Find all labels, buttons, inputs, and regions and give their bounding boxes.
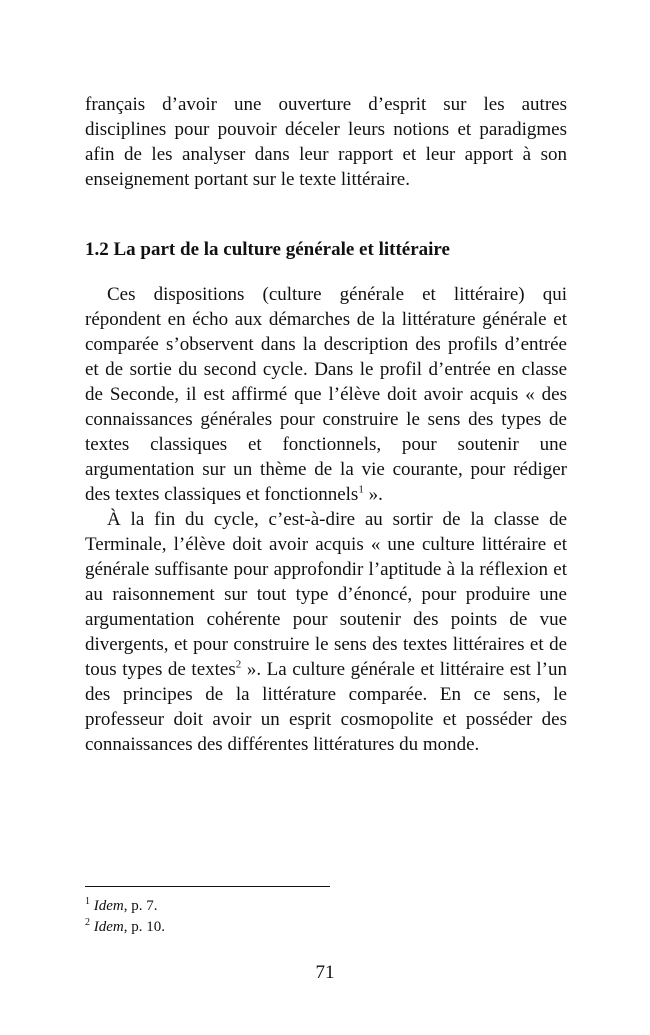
paragraph-dispositions	[85, 282, 567, 507]
footnote-1	[85, 896, 567, 917]
footnote-source-2: Idem	[93, 919, 124, 935]
page-body	[85, 92, 567, 757]
footnote-number-1: 1	[85, 896, 90, 907]
footnote-ref-2: 2	[235, 658, 242, 671]
footnote-ref-1: 1	[358, 483, 364, 496]
paragraph-continued: français d’avoir une ouverture d’esprit sur les autres disciplines pour pouvoir déceler leurs notions et paradigmes afin de les analyser dans leur rapport et leur apport à son enseignement portant sur le texte littéraire.	[85, 94, 567, 190]
paragraph-fin-du-cycle	[85, 507, 567, 757]
footnote-separator	[85, 886, 330, 887]
footnotes	[85, 886, 567, 938]
footnote-number-2: 2	[85, 917, 90, 928]
footnote-2	[85, 917, 567, 938]
paragraph-fin-du-cycle-end: ». La culture générale et littéraire est l’un des principes de la littérature comparée. En ce sens, le professeur doit avoir un esprit cosmopolite et posséder des connaissances des différentes littératures du monde.	[85, 659, 568, 755]
section-heading: 1.2 La part de la culture générale et littéraire	[85, 239, 450, 260]
paragraph-dispositions-text: Ces dispositions (culture générale et littéraire) qui répondent en écho aux démarches de la littérature générale et comparée s’observent dans la description des profils d’entrée et de sortie du second cycle. Dans le profil d’entrée en classe de Seconde, il est affirmé que l’élève doit avoir acquis « des connaissances générales pour construire le sens des types de textes classiques et fonctionnels, pour soutenir une argumentation sur un thème de la vie courante, pour rédiger des textes classiques et fonctionnels	[85, 284, 567, 505]
footnote-page-1: , p. 7.	[123, 898, 158, 914]
page-number: 71	[315, 962, 335, 983]
paragraph-fin-du-cycle-text: À la fin du cycle, c’est-à-dire au sortir de la classe de Terminale, l’élève doit avoir acquis « une culture littéraire et générale suffisante pour approfondir l’aptitude à la réflexion et au raisonnement sur tout type d’énoncé, pour produire une argumentation cohérente pour soutenir des points de vue divergents, et pour construire le sens des textes littéraires et de tous types de textes	[85, 509, 567, 680]
paragraph-dispositions-end: ».	[363, 484, 383, 505]
footnote-source-1: Idem	[93, 898, 124, 914]
footnote-page-2: , p. 10.	[123, 919, 165, 935]
